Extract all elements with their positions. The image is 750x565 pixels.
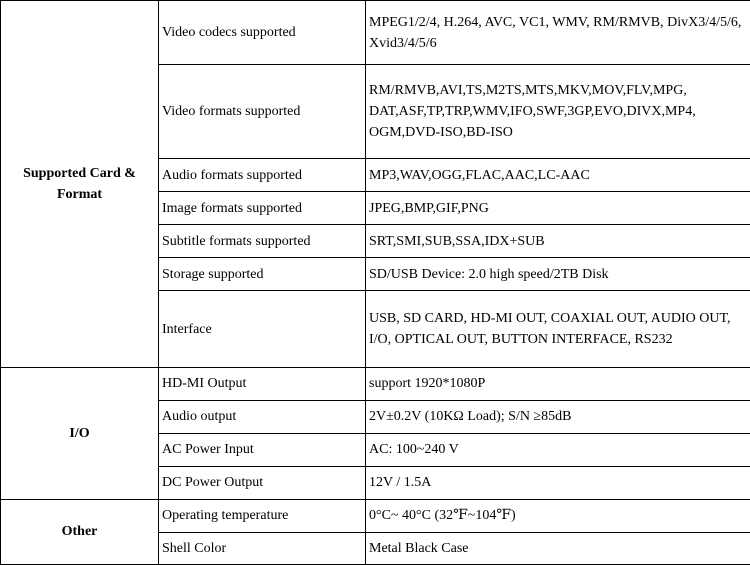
spec-value: Metal Black Case [366,532,750,564]
group-other: Other [1,499,159,564]
spec-value: USB, SD CARD, HD-MI OUT, COAXIAL OUT, AUDIO OUT, I/O, OPTICAL OUT, BUTTON INTERFACE, RS232 [366,291,750,367]
spec-label: Shell Color [159,532,366,564]
spec-label: AC Power Input [159,433,366,466]
spec-label: Subtitle formats supported [159,225,366,258]
spec-label: Image formats supported [159,192,366,225]
group-io: I/O [1,367,159,499]
spec-value: MP3,WAV,OGG,FLAC,AAC,LC-AAC [366,159,750,192]
spec-label: Video codecs supported [159,1,366,65]
spec-label: Video formats supported [159,65,366,159]
spec-label: HD-MI Output [159,367,366,400]
spec-value: SD/USB Device: 2.0 high speed/2TB Disk [366,258,750,291]
spec-label: Audio formats supported [159,159,366,192]
spec-label: Audio output [159,400,366,433]
spec-value: AC: 100~240 V [366,433,750,466]
table-row [1,499,750,532]
spec-value: MPEG1/2/4, H.264, AVC, VC1, WMV, RM/RMVB, DivX3/4/5/6, Xvid3/4/5/6 [366,1,750,65]
spec-value: 12V / 1.5A [366,466,750,499]
spec-label: Interface [159,291,366,367]
spec-value: JPEG,BMP,GIF,PNG [366,192,750,225]
spec-label: Operating temperature [159,499,366,532]
table-row [1,1,750,65]
spec-value: 0°C~ 40°C (32℉~104℉) [366,499,750,532]
spec-value: support 1920*1080P [366,367,750,400]
spec-value: 2V±0.2V (10KΩ Load); S/N ≥85dB [366,400,750,433]
group-supported-card-format: Supported Card & Format [1,1,159,368]
spec-label: DC Power Output [159,466,366,499]
spec-value: SRT,SMI,SUB,SSA,IDX+SUB [366,225,750,258]
spec-value: RM/RMVB,AVI,TS,M2TS,MTS,MKV,MOV,FLV,MPG, DAT,ASF,TP,TRP,WMV,IFO,SWF,3GP,EVO,DIVX,MP4, OGM,DVD-ISO,BD-ISO [366,65,750,159]
table-row [1,367,750,400]
spec-label: Storage supported [159,258,366,291]
